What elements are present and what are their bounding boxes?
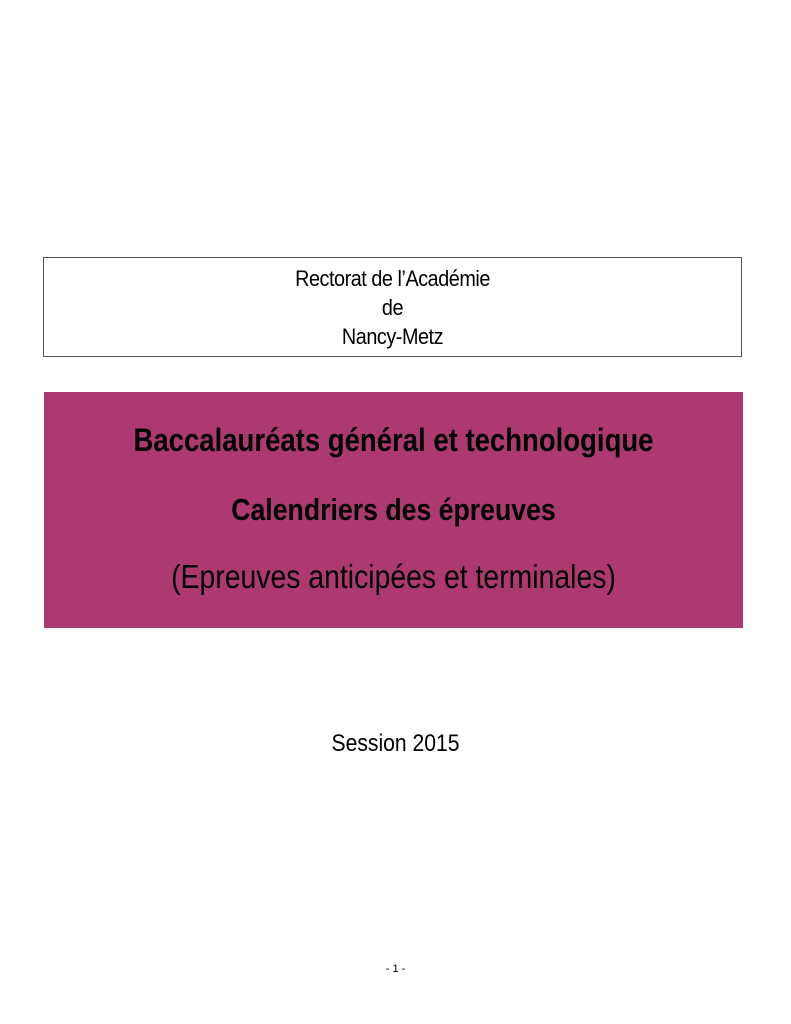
exam-types-note: (Epreuves anticipées et terminales)	[171, 558, 616, 595]
subtitle: Calendriers des épreuves	[231, 492, 556, 527]
rectorat-box	[43, 257, 742, 357]
page-number: - 1 -	[385, 963, 406, 975]
main-title: Baccalauréats général et technologique	[133, 422, 654, 458]
rectorat-line-de: de	[381, 295, 404, 320]
session-label: Session 2015	[331, 730, 460, 757]
rectorat-line: Rectorat de l’Académie	[295, 266, 490, 291]
academy-name: Nancy-Metz	[341, 324, 444, 349]
title-band	[44, 392, 743, 628]
